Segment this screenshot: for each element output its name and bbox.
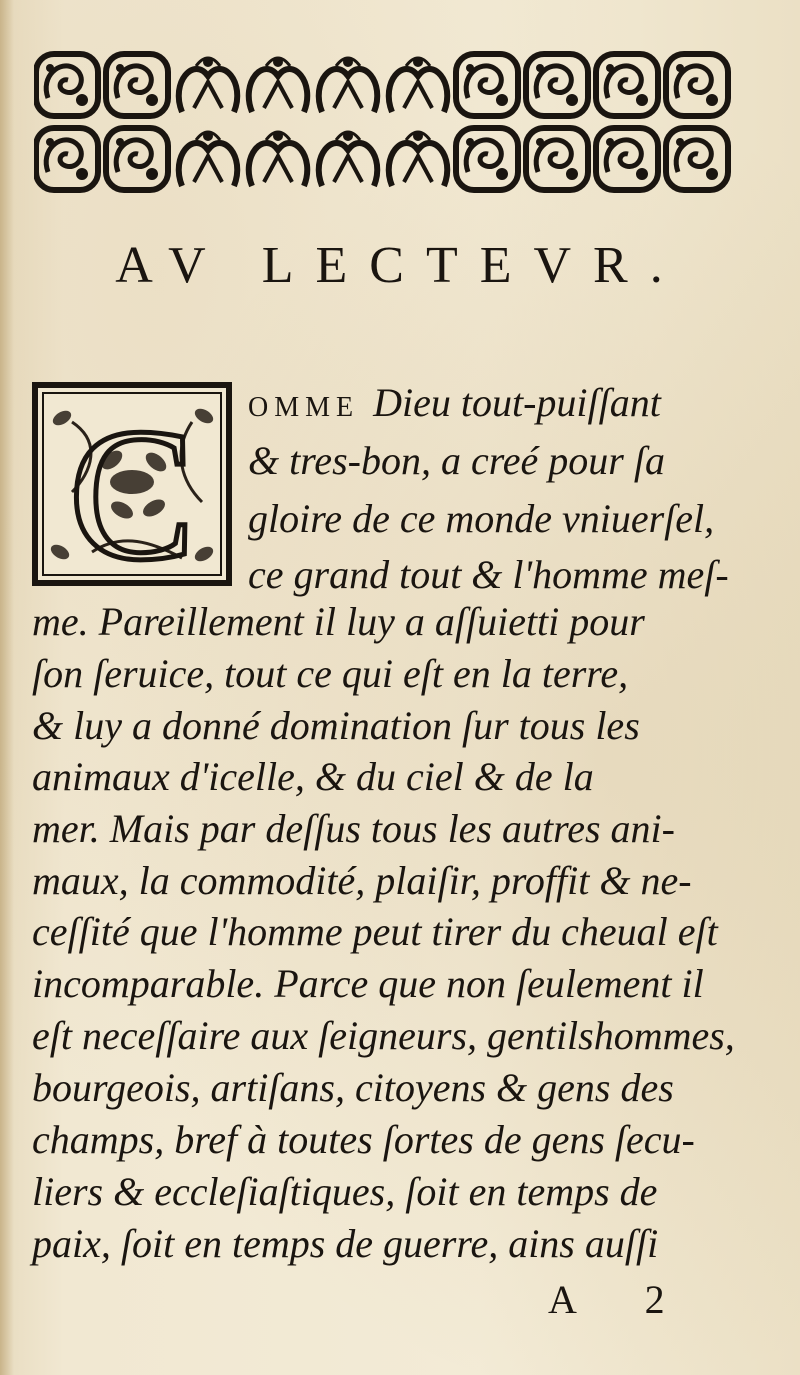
text-line: animaux d'icelle, & du ciel & de la xyxy=(32,754,594,799)
text-line: gloire de ce monde vniuerſel, xyxy=(248,496,715,541)
text-line: bourgeois, artiſans, citoyens & gens des xyxy=(32,1065,674,1110)
text-line: & luy a donné domination ſur tous les xyxy=(32,703,640,748)
opening-smallcaps: OMME xyxy=(248,392,360,423)
text-line: incomparable. Parce que non ſeulement il xyxy=(32,961,704,1006)
text-line: champs, bref à toutes ſortes de gens ſecu- xyxy=(32,1117,695,1162)
text-line: ce grand tout & l'homme meſ- xyxy=(248,552,729,597)
text-line: liers & eccleſiaſtiques, ſoit en temps de xyxy=(32,1169,658,1214)
page-heading: AV LECTEVR. xyxy=(115,237,685,294)
opening-words xyxy=(248,380,661,425)
text-line: ſon ſeruice, tout ce qui eſt en la terre, xyxy=(32,651,629,696)
text-line: mer. Mais par deſſus tous les autres ani- xyxy=(32,806,675,851)
text-line: maux, la commodité, plaiſir, proffit & ne- xyxy=(32,858,692,903)
text-line: eſt neceſſaire aux ſeigneurs, gentilshommes, xyxy=(32,1013,735,1058)
text-line: ceſſité que l'homme peut tirer du cheual eſt xyxy=(32,909,718,954)
text-line: paix, ſoit en temps de guerre, ains auſſi xyxy=(32,1221,659,1266)
dropcap-letter: C xyxy=(68,390,196,586)
text-line: me. Pareillement il luy a aſſuietti pour xyxy=(32,599,645,644)
signature-mark: A 2 xyxy=(548,1277,695,1322)
decorated-initial xyxy=(32,382,232,586)
ornamental-headpiece xyxy=(34,46,734,196)
opening-italic: Dieu tout-puiſſant xyxy=(373,380,661,425)
text-line: & tres-bon, a creé pour ſa xyxy=(248,438,665,483)
